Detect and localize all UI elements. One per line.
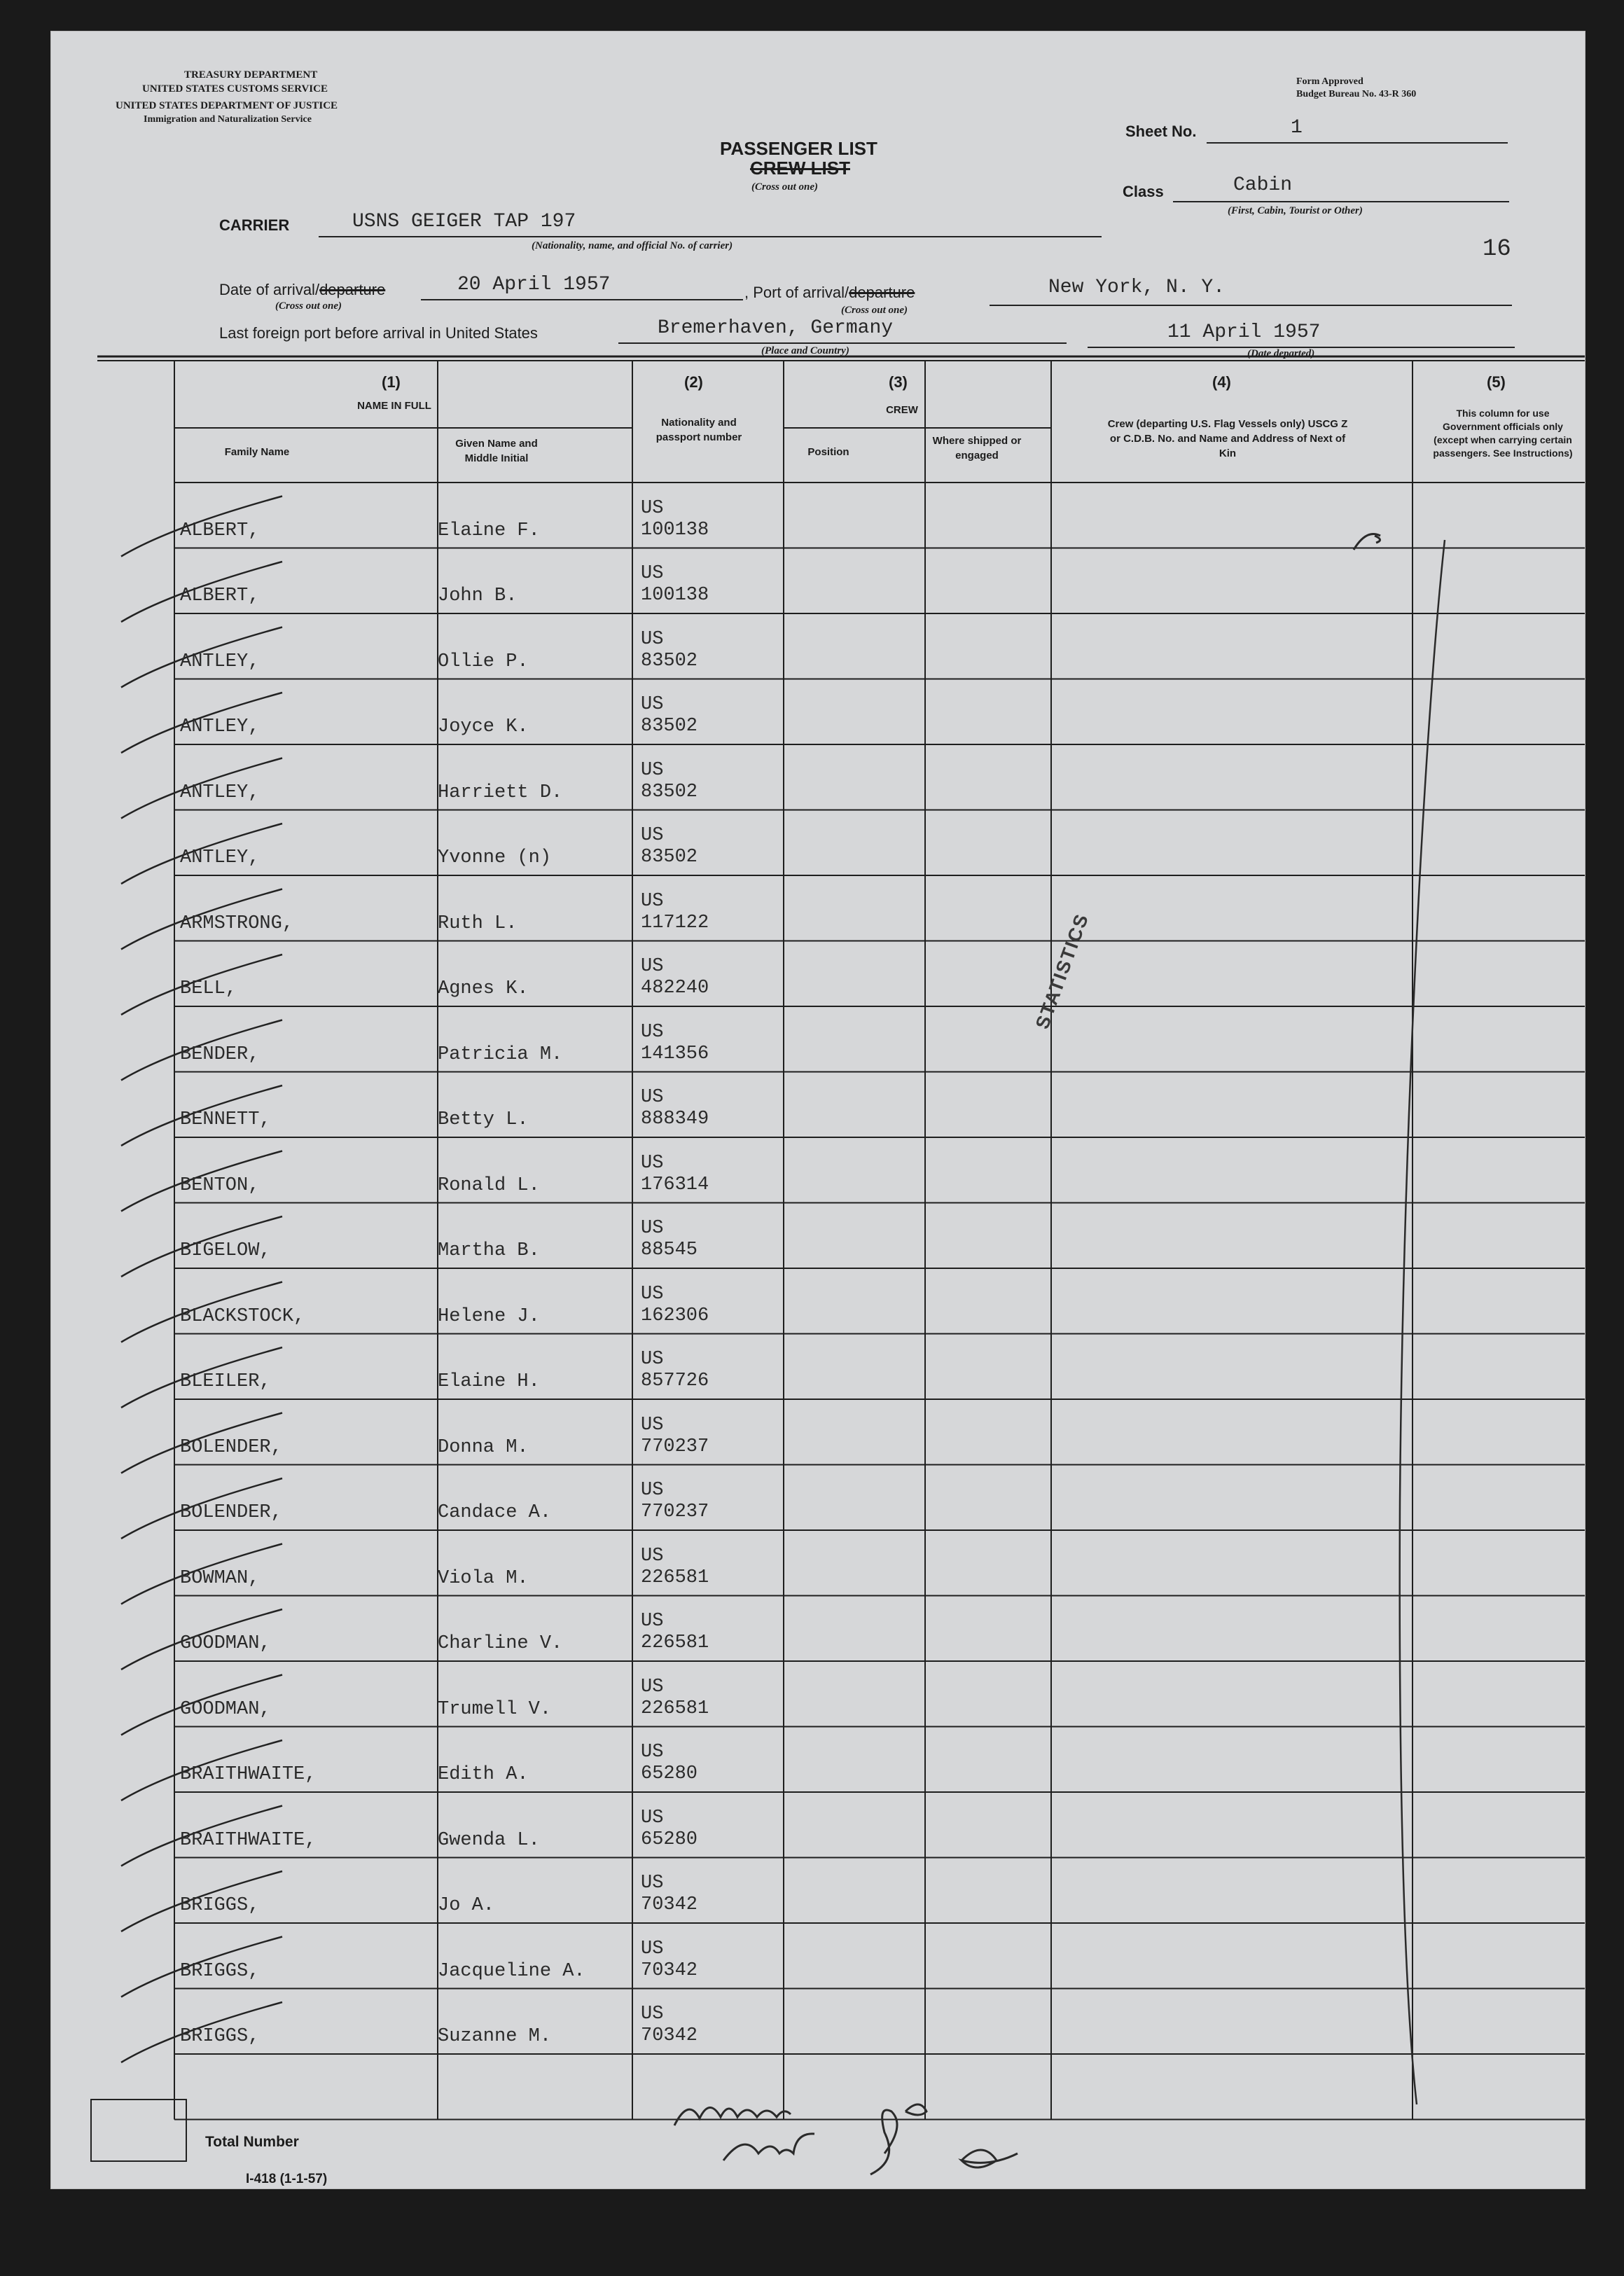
nationality: US [641,1611,664,1632]
passport-number: 83502 [641,716,698,737]
given-name-cell: Jacqueline A. [438,1960,585,1982]
family-name-cell: ANTLEY, [180,651,260,672]
arrival-date-value: 20 April 1957 [457,274,611,296]
sheet-value: 1 [1291,117,1303,139]
given-name-cell: Agnes K. [438,978,529,999]
col1-number: (1) [382,373,401,391]
last-port-note: (Place and Country) [761,345,849,356]
total-number-label: Total Number [205,2134,299,2150]
passport-number: 770237 [641,1436,709,1457]
passport-number: 70342 [641,1959,698,1981]
where-shipped-header: Where shipped or engaged [932,435,1022,462]
nationality: US [641,1087,664,1108]
nationality: US [641,1480,664,1501]
passport-number: 83502 [641,847,698,868]
nationality: US [641,1152,664,1174]
nationality: US [641,1349,664,1370]
class-label: Class [1123,183,1164,200]
passport-number: 226581 [641,1567,709,1588]
carrier-note: (Nationality, name, and official No. of carrier) [532,240,733,251]
family-name-cell: ALBERT, [180,585,260,606]
family-name-cell: BOWMAN, [180,1567,260,1589]
col3-number: (3) [889,373,908,391]
family-name-cell: BRAITHWAITE, [180,1764,317,1785]
family-name-cell: ALBERT, [180,520,260,541]
given-name-cell: Edith A. [438,1764,529,1785]
nationality: US [641,628,664,650]
given-name-cell: Trumell V. [438,1698,552,1720]
passport-number: 226581 [641,1698,709,1719]
statistics-stamp: STATISTICS [1032,910,1093,1032]
passport-number: 888349 [641,1109,709,1130]
given-name-cell: Martha B. [438,1240,540,1261]
passport-number: 857726 [641,1371,709,1392]
agency-line-4: Immigration and Naturalization Service [144,114,312,125]
passport-number: 162306 [641,1305,709,1326]
passport-number: 83502 [641,781,698,803]
crew-header: CREW [886,404,918,416]
date-note: (Cross out one) [275,300,342,312]
passport-number: 83502 [641,650,698,672]
given-name-cell: Gwenda L. [438,1829,540,1851]
form-title-struck: CREW LIST [750,158,850,179]
family-name-cell: BRAITHWAITE, [180,1829,317,1851]
given-name-cell: Patricia M. [438,1043,563,1065]
given-name-header: Given Name and Middle Initial [455,438,538,464]
form-approved: Form Approved [1296,76,1363,87]
nationality: US [641,1742,664,1763]
given-name-cell: Viola M. [438,1567,529,1589]
passport-number: 226581 [641,1632,709,1653]
nationality: US [641,759,664,781]
given-name-cell: Donna M. [438,1436,529,1458]
given-name-cell: Charline V. [438,1633,563,1654]
nationality: US [641,694,664,715]
given-name-cell: Jo A. [438,1895,495,1916]
family-name-cell: BOLENDER, [180,1436,282,1458]
given-name-cell: Betty L. [438,1109,529,1130]
passport-number: 141356 [641,1043,709,1064]
family-name-cell: ANTLEY, [180,716,260,737]
family-name-cell: BLEILER, [180,1371,271,1392]
family-name-cell: BRIGGS, [180,1895,260,1916]
family-name-cell: GOODMAN, [180,1698,271,1720]
nationality: US [641,890,664,912]
class-note: (First, Cabin, Tourist or Other) [1228,205,1363,216]
nationality: US [641,1807,664,1829]
agency-line-3: UNITED STATES DEPARTMENT OF JUSTICE [116,100,338,111]
given-name-cell: Suzanne M. [438,2026,552,2047]
family-name-cell: BENDER, [180,1043,260,1065]
given-name-cell: John B. [438,585,518,606]
date-label: Date of arrival/departure [219,281,386,298]
carrier-value: USNS GEIGER TAP 197 [352,211,576,233]
nationality: US [641,1414,664,1436]
passport-number: 65280 [641,1763,698,1784]
family-name-cell: GOODMAN, [180,1633,271,1654]
passport-number: 70342 [641,2025,698,2046]
family-name-cell: ANTLEY, [180,782,260,803]
nationality: US [641,1545,664,1567]
family-name-cell: BENNETT, [180,1109,271,1130]
given-name-cell: Yvonne (n) [438,847,552,868]
given-name-cell: Elaine F. [438,520,540,541]
budget-bureau: Budget Bureau No. 43-R 360 [1296,89,1417,99]
date-departed-note: (Date departed) [1247,348,1315,359]
given-name-cell: Ruth L. [438,913,518,934]
family-name-cell: BENTON, [180,1174,260,1196]
agency-line-2: UNITED STATES CUSTOMS SERVICE [142,83,328,95]
total-number-box [90,2099,187,2162]
family-name-cell: BIGELOW, [180,1240,271,1261]
nationality: US [641,825,664,846]
given-name-cell: Ollie P. [438,651,529,672]
given-name-cell: Joyce K. [438,716,529,737]
carrier-label: CARRIER [219,216,290,234]
passport-number: 117122 [641,912,709,934]
handwritten-marks [51,32,1585,2188]
crew-departing-header: Crew (departing U.S. Flag Vessels only) USCG Z or C.D.B. No. and Name and Address of Next of Kin [1107,418,1348,459]
form-title: PASSENGER LIST [720,138,877,159]
title-note: (Cross out one) [751,181,819,193]
passport-number: 88545 [641,1240,698,1261]
nationality: US [641,1283,664,1305]
nationality: US [641,2004,664,2025]
family-name-cell: BELL, [180,978,237,999]
nationality: US [641,1873,664,1894]
passport-number: 65280 [641,1829,698,1850]
family-name-cell: BOLENDER, [180,1502,282,1523]
passport-number: 100138 [641,585,709,606]
nationality-header: Nationality and passport number [655,417,742,443]
sheet-label: Sheet No. [1125,123,1197,140]
nationality: US [641,956,664,977]
family-name-header: Family Name [224,446,290,458]
date-departed-value: 11 April 1957 [1167,321,1321,343]
col1-title: NAME IN FULL [357,400,431,412]
port-label: , Port of arrival/departure [744,284,915,301]
col2-number: (2) [684,373,703,391]
class-value: Cabin [1233,174,1293,196]
passport-number: 100138 [641,519,709,541]
passport-number: 482240 [641,978,709,999]
port-value: New York, N. Y. [1048,277,1226,298]
gov-use-header: This column for use Government officials only (except when carrying certain passengers. See Instructions) [1433,408,1573,459]
nationality: US [641,563,664,584]
col5-number: (5) [1487,373,1506,391]
given-name-cell: Ronald L. [438,1174,540,1196]
col4-number: (4) [1212,373,1231,391]
family-name-cell: BRIGGS, [180,1960,260,1982]
given-name-cell: Helene J. [438,1305,540,1327]
family-name-cell: BLACKSTOCK, [180,1305,305,1327]
passport-number: 70342 [641,1894,698,1915]
agency-line-1: TREASURY DEPARTMENT [184,69,318,81]
passenger-list-form [50,31,1585,2189]
nationality: US [641,1676,664,1698]
family-name-cell: BRIGGS, [180,2026,260,2047]
given-name-cell: Candace A. [438,1502,552,1523]
nationality: US [641,1938,664,1959]
family-name-cell: ARMSTRONG, [180,913,294,934]
port-note: (Cross out one) [841,305,908,316]
nationality: US [641,497,664,519]
page-mark: 16 [1483,236,1511,263]
nationality: US [641,1218,664,1239]
given-name-cell: Elaine H. [438,1371,540,1392]
last-port-value: Bremerhaven, Germany [658,317,894,339]
given-name-cell: Harriett D. [438,782,563,803]
passport-number: 176314 [641,1174,709,1195]
nationality: US [641,1021,664,1043]
position-header: Position [807,446,849,458]
passport-number: 770237 [641,1501,709,1522]
family-name-cell: ANTLEY, [180,847,260,868]
last-port-label: Last foreign port before arrival in United States [219,324,538,342]
form-number: I-418 (1-1-57) [246,2172,328,2186]
